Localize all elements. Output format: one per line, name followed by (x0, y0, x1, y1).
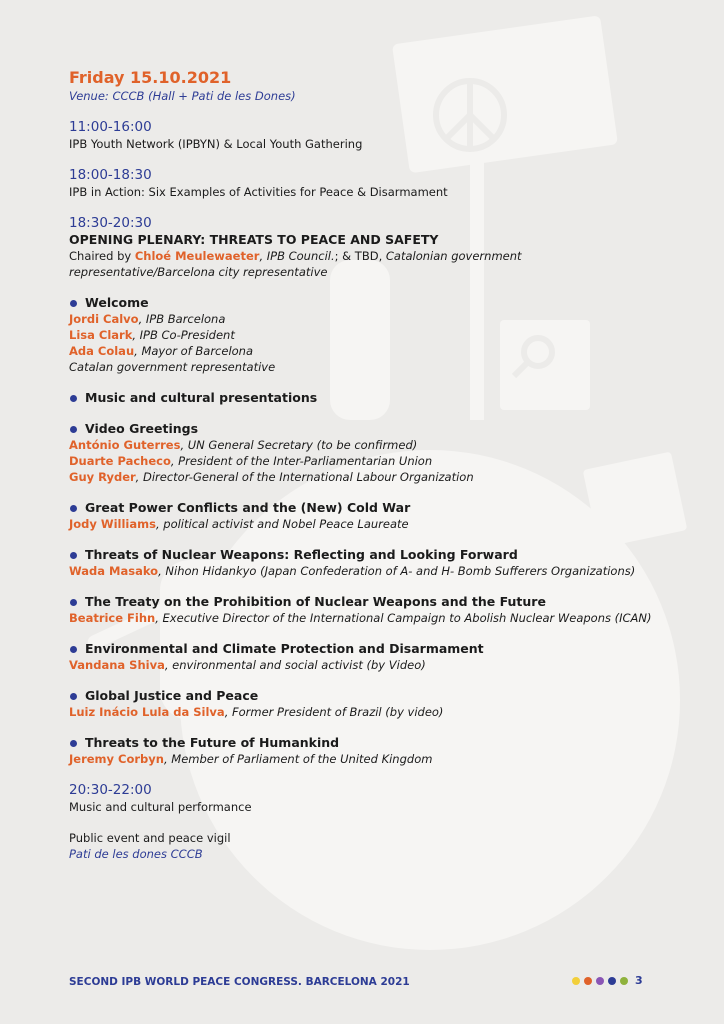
speaker-name: António Guterres (69, 438, 181, 452)
evening-time: 20:30-22:00 (69, 782, 152, 798)
speaker-name: Duarte Pacheco (69, 454, 171, 468)
footer-title: SECOND IPB WORLD PEACE CONGRESS. BARCELONA 2021 (69, 976, 410, 988)
speaker-role: , IPB Co-President (132, 328, 235, 342)
day-title: Friday 15.10.2021 (69, 68, 232, 87)
footer-dot (584, 977, 592, 985)
speaker (69, 751, 669, 767)
speaker-name: Jody Williams (69, 517, 156, 531)
speaker (69, 657, 669, 673)
speaker (69, 453, 669, 469)
agenda-item-title: Great Power Conflicts and the (New) Cold War (69, 500, 669, 516)
agenda-item (69, 688, 669, 720)
speaker-role: , IPB Barcelona (138, 312, 226, 326)
chair-role: , IPB Council. (259, 249, 335, 263)
footer-dot (572, 977, 580, 985)
evening-event: Public event and peace vigil (69, 831, 231, 845)
speaker-role: , Mayor of Barcelona (134, 344, 254, 358)
agenda-item (69, 641, 669, 673)
chair-name: Chloé Meulewaeter (134, 249, 260, 263)
speaker (69, 437, 669, 453)
agenda-item-title: Video Greetings (69, 421, 669, 437)
speaker-role: , environmental and social activist (by Video) (164, 658, 426, 672)
chair-rest: Catalonian government representative/Barcelona city representative (69, 249, 522, 279)
speaker-name: Lisa Clark (69, 328, 133, 342)
evening-event-location: Pati de les dones CCCB (69, 847, 203, 861)
speaker-role: , Director-General of the International Labour Organization (135, 470, 474, 484)
speaker-name: Jeremy Corbyn (69, 752, 164, 766)
agenda-item (69, 500, 669, 532)
session-description: IPB in Action: Six Examples of Activities for Peace & Disarmament (69, 185, 448, 199)
agenda-item-title: Threats of Nuclear Weapons: Reflecting and Looking Forward (69, 547, 669, 563)
footer-page-indicator (572, 974, 643, 987)
plenary-time: 18:30-20:30 (69, 215, 152, 231)
footer-dot (620, 977, 628, 985)
speaker-note: Catalan government representative (69, 360, 276, 374)
agenda-item (69, 547, 669, 579)
speaker-name: Wada Masako (69, 564, 159, 578)
agenda-item-title: Global Justice and Peace (69, 688, 669, 704)
agenda-item-title: Welcome (69, 295, 669, 311)
agenda-item-title: Threats to the Future of Humankind (69, 735, 669, 751)
venue: Venue: CCCB (Hall + Pati de les Dones) (69, 89, 296, 103)
agenda-item (69, 594, 669, 626)
agenda-item (69, 295, 669, 375)
speaker (69, 563, 669, 579)
agenda-item (69, 735, 669, 767)
speaker (69, 610, 669, 626)
evening-description: Music and cultural performance (69, 800, 252, 814)
speaker (69, 343, 669, 359)
session-time: 11:00-16:00 (69, 119, 152, 135)
speaker-role: , political activist and Nobel Peace Laureate (155, 517, 409, 531)
speaker-name: Guy Ryder (69, 470, 136, 484)
agenda-item-title: The Treaty on the Prohibition of Nuclear Weapons and the Future (69, 594, 669, 610)
program-content (69, 68, 669, 862)
page-number: 3 (635, 974, 643, 987)
footer-dot (596, 977, 604, 985)
plenary-title: OPENING PLENARY: THREATS TO PEACE AND SAFETY (69, 232, 439, 247)
agenda-item (69, 421, 669, 485)
speaker-name: Beatrice Fihn (69, 611, 156, 625)
agenda-item-title: Environmental and Climate Protection and Disarmament (69, 641, 669, 657)
speaker-role: , Former President of Brazil (by video) (224, 705, 444, 719)
agenda-item (69, 390, 669, 406)
agenda-item-title: Music and cultural presentations (69, 390, 669, 406)
speaker-role: , Nihon Hidankyo (Japan Confederation of A- and H- Bomb Sufferers Organizations) (158, 564, 636, 578)
speaker (69, 311, 669, 327)
session-time: 18:00-18:30 (69, 167, 152, 183)
speaker-name: Luiz Inácio Lula da Silva (69, 705, 225, 719)
speaker-role: , President of the Inter-Parliamentarian Union (170, 454, 433, 468)
plenary-chair (69, 248, 669, 280)
speaker-role: , Executive Director of the International Campaign to Abolish Nuclear Weapons (ICAN) (155, 611, 652, 625)
speaker (69, 516, 669, 532)
speaker-role: , UN General Secretary (to be confirmed) (180, 438, 418, 452)
speaker (69, 327, 669, 343)
chair-prefix: Chaired by (69, 249, 135, 263)
speaker-name: Vandana Shiva (69, 658, 165, 672)
session-description: IPB Youth Network (IPBYN) & Local Youth Gathering (69, 137, 363, 151)
footer-dot (608, 977, 616, 985)
speaker-name: Jordi Calvo (69, 312, 139, 326)
speaker (69, 469, 669, 485)
speaker-role: , Member of Parliament of the United Kingdom (163, 752, 433, 766)
chair-mid: ; & TBD, (334, 249, 386, 263)
speaker-name: Ada Colau (69, 344, 135, 358)
speaker (69, 704, 669, 720)
